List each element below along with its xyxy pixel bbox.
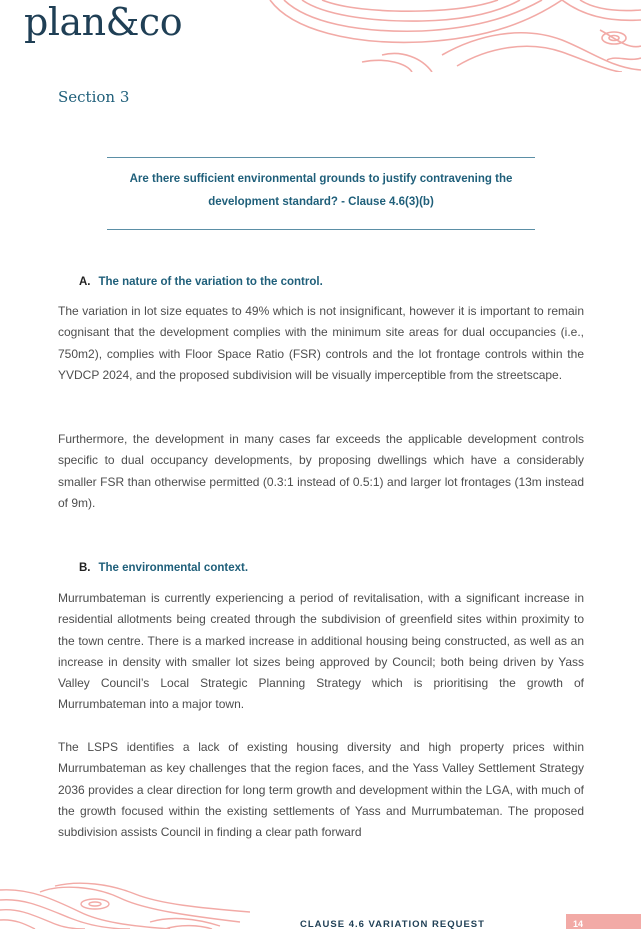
paragraph: The LSPS identifies a lack of existing housing diversity and high property prices within Murrumbateman as key challenges that the region faces, and the Yass Valley Settlement Strategy 2036 provides a clear direction for long term growth and development within the LGA, with much of the growth focused within the existing settlements of Yass and Murrumbateman. The proposed subdivision assists Council in finding a clear path forward bbox=[58, 740, 584, 840]
topographic-pattern-header bbox=[262, 0, 641, 72]
question-line-2: development standard? - Clause 4.6(3)(b) bbox=[208, 196, 434, 208]
footer-document-label: CLAUSE 4.6 VARIATION REQUEST bbox=[300, 919, 485, 930]
subsection-b-heading bbox=[79, 562, 248, 574]
subsection-title: The environmental context. bbox=[98, 562, 249, 574]
subsection-a-heading bbox=[79, 276, 323, 288]
subsection-letter: A. bbox=[79, 276, 91, 288]
topographic-pattern-footer bbox=[0, 882, 250, 929]
question-divider-bottom bbox=[107, 229, 535, 230]
paragraph: Murrumbateman is currently experiencing a period of revitalisation, with a significant increase in residential allotments being created through the subdivision of greenfield sites within proximity to the town centre. There is a marked increase in additional housing being constructed, as well as an increase in density with smaller lot sizes being approved by Council; both being driven by Yass Valley Council’s Local Strategic Planning Strategy which is prioritising the growth of Murrumbateman into a major town. bbox=[58, 591, 584, 712]
question-heading bbox=[107, 168, 535, 214]
page-number: 14 bbox=[573, 919, 584, 929]
company-logo: plan&co bbox=[24, 0, 183, 44]
section-title: Section 3 bbox=[58, 88, 130, 106]
question-line-1: Are there sufficient environmental grounds to justify contravening the bbox=[129, 173, 513, 185]
paragraph: The variation in lot size equates to 49% which is not insignificant, however it is important to remain cognisant that the development complies with the minimum site areas for dual occupancies (i.e., 750m2), complies with Floor Space Ratio (FSR) controls and the lot frontage controls within the YVDCP 2024, and the proposed subdivision will be visually imperceptible from the streetscape. bbox=[58, 304, 584, 382]
subsection-letter: B. bbox=[79, 562, 91, 574]
subsection-title: The nature of the variation to the control. bbox=[98, 276, 323, 288]
question-divider-top bbox=[107, 157, 535, 158]
paragraph: Furthermore, the development in many cases far exceeds the applicable development controls specific to dual occupancy developments, by proposing dwellings which have a considerably smaller FSR than otherwise permitted (0.3:1 instead of 0.5:1) and larger lot frontages (13m instead of 9m). bbox=[58, 432, 584, 510]
